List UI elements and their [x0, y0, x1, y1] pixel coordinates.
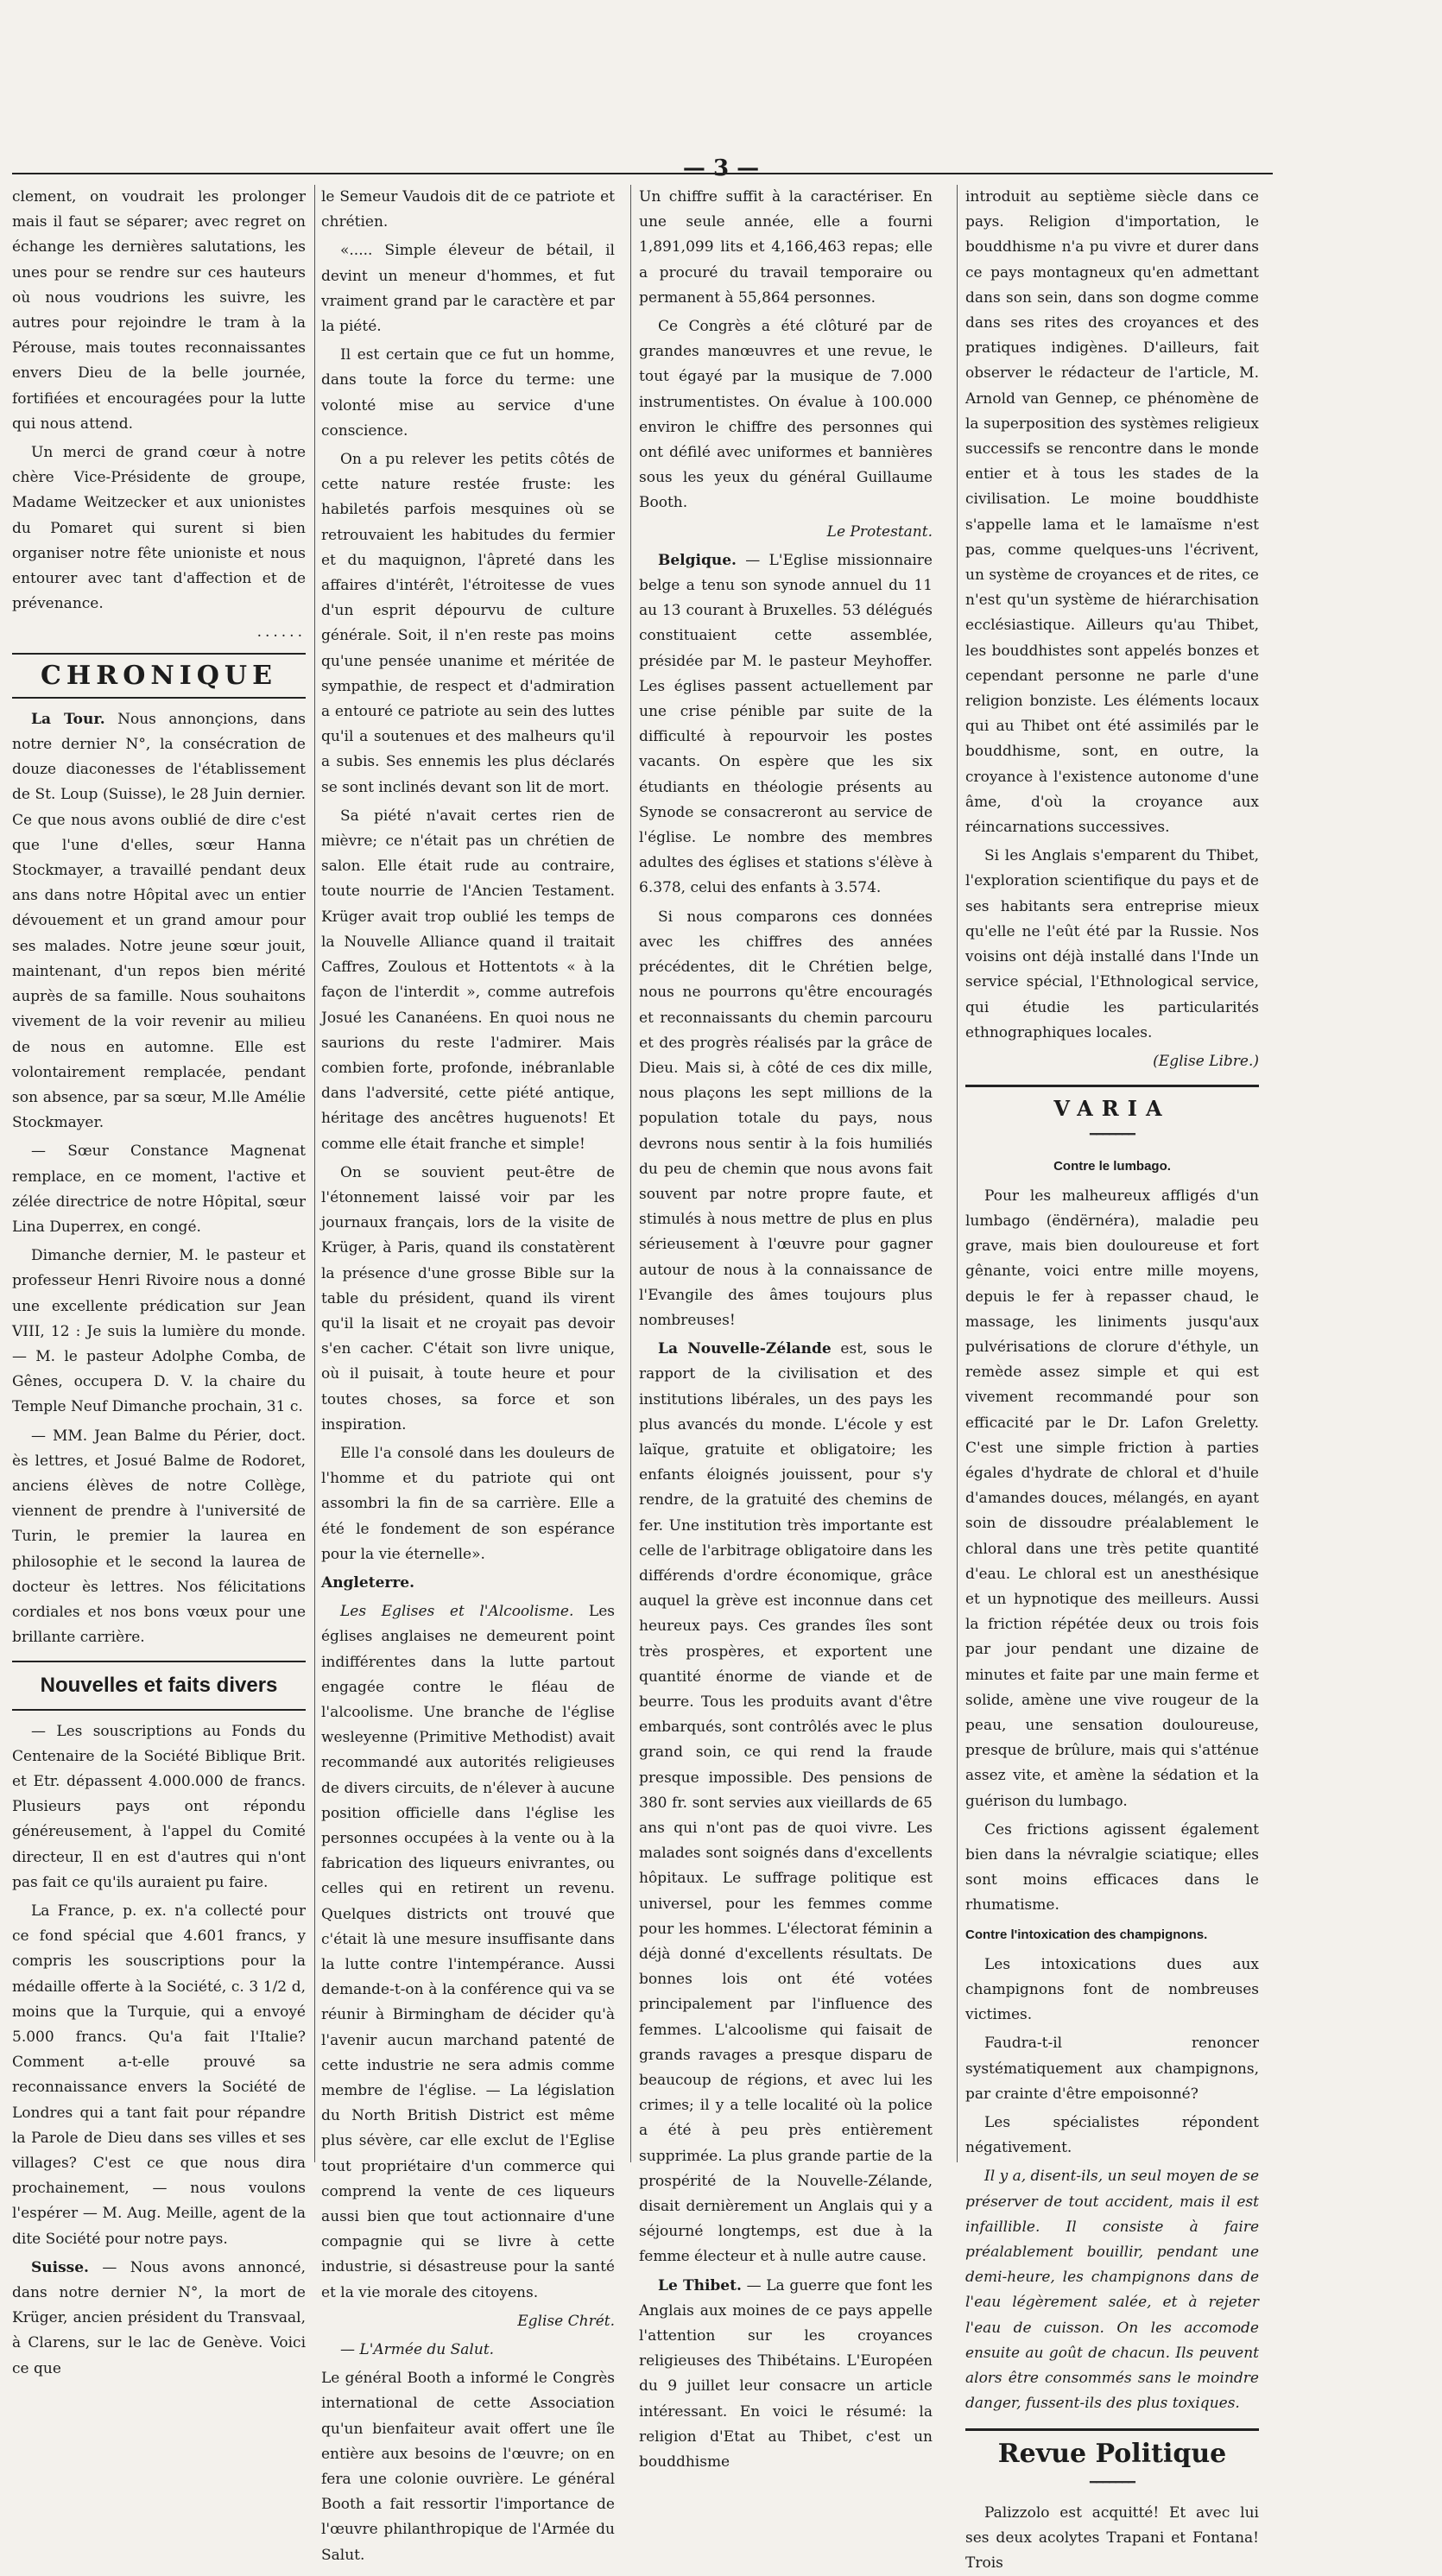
- page-number: — 3 —: [682, 155, 760, 181]
- paragraph: Les intoxications dues aux champignons font de nombreuses victimes.: [965, 1955, 1259, 2024]
- paragraph: introduit au septième siècle dans ce pays. Religion d'importation, le bouddhisme n'a pu vivre et durer dans ce pays montagneux qu'en admettant dans son sein, dans son dogme comme dans ses rites des croyances et des pratiques indigènes. D'ailleurs, fait observer le rédacteur de l'article, M. Arnold van Gennep, ce phénomène de la superposition des systèmes religieux successifs se rencontre dans le monde entier et à tous les stades de la civilisation. Le moine bouddhiste s'appelle lama et le lamaïsme n'est pas, comme quelques-uns l'écrivent, un système de croyances et de rites, ce n'est qu'un système de hiérarchisation ecclésiastique. Ailleurs qu'au Thibet, les bouddhistes sont appelés bonzes et cependant personne ne parle d'une religion bonziste. Les éléments locaux qui au Thibet ont été assimilés par le bouddhisme, sont, en outre, la croyance à l'existence autonome d'une âme, d'où la croyance aux réincarnations successives.: [965, 188, 1259, 837]
- item-text: — La guerre que font les Anglais aux moines de ce pays appelle l'attention sur les croyances religieuses des Thibétains. L'Européen du 9 juillet leur consacre un article intéressant. En voici le résumé: la religion d'Etat au Thibet, c'est un bouddhisme: [639, 2276, 933, 2472]
- paragraph: le Semeur Vaudois dit de ce patriote et chrétien.: [321, 188, 615, 231]
- paragraph: La France, p. ex. n'a collecté pour ce fond spécial que 4.601 francs, y compris les souscriptions pour la médaille offerte à la Société, c. 3 1/2 d, moins que la Turquie, qui a envoyé 5.000 francs. Qu'a fait l'Italie? Comment a-t-elle prouvé sa reconnaissance envers la Société de Londres qui a tant fait pour répandre la Parole de Dieu dans ses villes et ses villages? C'est ce que nous dira prochainement, — nous voulons l'espérer — M. Aug. Meille, agent de la dite Société pour notre pays.: [12, 1902, 306, 2248]
- signature: Eglise Chrét.: [517, 2312, 615, 2330]
- paragraph: Ce Congrès a été clôturé par de grandes manœuvres et une revue, le tout égayé par la musique de 7.000 instrumentistes. On évalue à 100.000 environ le chiffre des personnes qui ont défilé avec uniformes et bannières sous les yeux du général Guillaume Booth.: [639, 318, 933, 512]
- item-text: — Nous avons annoncé, dans notre dernier N°, la mort de Krüger, ancien président du Transvaal, à Clarens, sur le lac de Genève. Voici ce que: [12, 2258, 307, 2377]
- section-title-revue-politique: Revue Politique: [965, 2428, 1259, 2466]
- column-divider: [314, 185, 315, 2162]
- top-rule: [12, 173, 1273, 174]
- item-title: Le Thibet.: [658, 2276, 742, 2294]
- column-2: [321, 185, 615, 2564]
- ornament-divider: ━━━━━━━: [1089, 1128, 1135, 1142]
- paragraph: — MM. Jean Balme du Périer, doct. ès lettres, et Josué Balme de Rodoret, anciens élèves de notre Collège, viennent de prendre à l'université de Turin, le premier la laurea en philosophie et le second la laurea de docteur ès lettres. Nos félicitations cordiales et nos bons vœux pour une brillante carrière.: [12, 1427, 306, 1647]
- paragraph: Ces frictions agissent également bien dans la névralgie sciatique; elles sont moins efficaces dans le rhumatisme.: [965, 1820, 1259, 1915]
- paragraph-suisse: [12, 2256, 306, 2382]
- subhead-lumbago: Contre le lumbago.: [1053, 1158, 1171, 1174]
- paragraph: Dimanche dernier, M. le pasteur et professeur Henri Rivoire nous a donné une excellente prédication sur Jean VIII, 12 : Je suis la lumière du monde. — M. le pasteur Adolphe Comba, de Gênes, occupera D. V. la chaire du Temple Neuf Dimanche prochain, 31 c.: [12, 1247, 306, 1416]
- paragraph-eglises: [321, 1599, 615, 2306]
- item-title: Suisse.: [31, 2258, 89, 2276]
- section-title-nouvelles: Nouvelles et faits divers: [12, 1661, 306, 1710]
- paragraph: Si nous comparons ces données avec les chiffres des années précédentes, dit le Chrétien belge, nous ne pourrons qu'être encouragés et reconnaissants du chemin parcouru et des progrès réalisés par la grâce de Dieu. Mais si, à côté de ces dix mille, nous plaçons les sept millions de la population totale du pays, nous devrons nous sentir à la fois humiliés du peu de chemin que nous avons fait souvent par notre propre faute, et stimulés à nous mettre de plus en plus sérieusement à l'œuvre pour gagner autour de nous à la connaissance de l'Evangile des âmes toujours plus nombreuses!: [639, 908, 933, 1329]
- section-title-chronique: CHRONIQUE: [12, 653, 306, 699]
- item-title: La Tour.: [31, 710, 105, 728]
- paragraph: «..... Simple éleveur de bétail, il devint un meneur d'hommes, et fut vraiment grand par le caractère et par la piété.: [321, 242, 615, 336]
- item-subtitle: Les Eglises et l'Alcoolisme.: [340, 1603, 574, 1621]
- item-subtitle: — L'Armée du Salut.: [340, 2341, 495, 2359]
- paragraph: On a pu relever les petits côtés de cette nature restée fruste: les habiletés parfois mesquines où se retrouvaient les habitudes du fermier et du maquignon, l'âpreté dans les affaires d'intérêt, l'étroitesse de vues d'un esprit dépourvu de culture générale. Soit, il n'en reste pas moins qu'une pensée unanime et méritée de sympathie, de respect et d'admiration a entouré ce patriote au sein des luttes qu'il a soutenues et des malheurs qu'il a subis. Ses ennemis les plus déclarés se sont inclinés devant son lit de mort.: [321, 451, 615, 796]
- item-title: Belgique.: [658, 551, 737, 569]
- item-text: Nous annonçions, dans notre dernier N°, la consécration de douze diaconesses de l'établissement de St. Loup (Suisse), le 28 Juin dernier. Ce que nous avons oublié de dire c'est que l'une d'elles, sœur Hanna Stockmayer, a travaillé pendant deux ans dans notre Hôpital avec un entier dévouement et un grand amour pour ses malades. Notre jeune sœur jouit, maintenant, d'un repos bien mérité auprès de sa famille. Nous souhaitons vivement de la voir revenir au milieu de nous en automne. Elle est volontairement remplacée, pendant son absence, par sa sœur, M.lle Amélie Stockmayer.: [12, 710, 306, 1132]
- paragraph: — Sœur Constance Magnenat remplace, en ce moment, l'active et zélée directrice de notre Hôpital, sœur Lina Duperrex, en congé.: [12, 1142, 306, 1236]
- item-text: est, sous le rapport de la civilisation et des institutions libérales, un des pays les plus avancés du monde. L'école y est laïque, gratuite et obligatoire; les enfants éloignés jouissent, pour s'y rendre, de la gratuité des chemins de fer. Une institution très importante est celle de l'arbitrage obligatoire dans les différends d'ordre économique, grâce auquel la grève est inconnue dans cet heureux pays. Ces grandes îles sont très prospères, et exportent une quantité énorme de viande et de beurre. Tous les produits avant d'être embarqués, sont contrôlés avec le plus grand soin, ce qui rend la fraude presque impossible. Des pensions de 380 fr. sont servies aux vieillards de 65 ans qui n'ont pas de quoi vivre. Les malades sont soignés dans d'excellents hôpitaux. Le suffrage politique est universel, pour les femmes comme pour les hommes. L'électorat féminin a déjà donné d'excellents résultats. De bonnes lois ont été votées principalement par l'influence des femmes. L'alcoolisme qui faisait de grands ravages a presque disparu de beaucoup de régions, et avec lui les crimes; il y a telle localité où la police a été à peu près entièrement supprimée. La plus grande partie de la prospérité de la Nouvelle-Zélande, disait dernièrement un Anglais qui y a séjourné longtemps, est due à la femme électeur et à nulle autre cause.: [639, 1340, 933, 2266]
- paragraph: Palizzolo est acquitté! Et avec lui ses deux acolytes Trapani et Fontana! Trois: [965, 2503, 1259, 2573]
- paragraph: Un merci de grand cœur à notre chère Vice-Présidente de groupe, Madame Weitzecker et aux unionistes du Pomaret qui surent si bien organiser notre fête unioniste et nous entourer avec tant d'affection et de prévenance.: [12, 444, 306, 613]
- paragraph-belgique: [639, 548, 933, 902]
- item-title: Angleterre.: [321, 1573, 415, 1592]
- paragraph-la-tour: [12, 707, 306, 1136]
- paragraph: — Les souscriptions au Fonds du Centenaire de la Société Biblique Brit. et Etr. dépassent 4.000.000 de francs. Plusieurs pays ont répondu généreusement, à l'appel du Comité directeur, Il en est d'autres qui n'ont pas fait ce qu'ils auraient pu faire.: [12, 1722, 306, 1891]
- column-1: [12, 185, 307, 2377]
- paragraph: Pour les malheureux affligés d'un lumbago (ëndërnéra), maladie peu grave, mais bien douloureuse et fort gênante, voici entre mille moyens, depuis le fer à repasser chaud, le massage, les liniments jusqu'aux pulvérisations de clorure d'éthyle, un remède assez simple et qui est vivement recommandé pour son efficacité par le Dr. Lafon Greletty. C'est une simple friction à parties égales d'hydrate de chloral et d'huile d'amandes douces, mélangés, en ayant soin de dissoudre préalablement le chloral dans une très petite quantité d'eau. Le chloral est un anesthésique et un hypnotique des meilleurs. Aussi la friction répétée deux ou trois fois par jour pendant une dizaine de minutes et faite par une main ferme et solide, amène une vive rougeur de la peau, une sensation douloureuse, presque de brûlure, mais qui s'atténue assez vite, et amène la sédation et la guérison du lumbago.: [965, 1187, 1259, 1810]
- ornament-divider: ━━━━━━━: [1089, 2475, 1135, 2490]
- signature: Le Protestant.: [826, 522, 933, 541]
- paragraph: Si les Anglais s'emparent du Thibet, l'exploration scientifique du pays et de ses habitants sera entreprise mieux qu'elle ne l'eût été par la Russie. Nos voisins ont déjà installé dans l'Inde un service spécial, l'Ethnological service, qui étudie les particularités ethnographiques locales.: [965, 847, 1259, 1041]
- paragraph: Le général Booth a informé le Congrès international de cette Association qu'un bienfaiteur avait offert une île entière aux besoins de l'œuvre; on en fera une colonie ouvrière. Le général Booth a fait ressortir l'importance de l'œuvre philanthropique de l'Armée du Salut.: [321, 2370, 615, 2564]
- signature: (Eglise Libre.): [1153, 1052, 1259, 1070]
- paragraph: Les spécialistes répondent négativement.: [965, 2114, 1259, 2157]
- section-title-varia: VARIA: [965, 1085, 1259, 1121]
- dots: ......: [256, 623, 306, 642]
- item-subtitle-armee: [321, 2338, 615, 2363]
- item-text: Les églises anglaises ne demeurent point indifférentes dans la lutte partout engagée contre le fléau de l'alcoolisme. Une branche de l'église wesleyenne (Primitive Methodist) avait recommandé aux autorités religieuses de divers circuits, de n'élever à aucune position officielle dans l'église les personnes occupées à la vente ou à la fabrication des liqueurs enivrantes, ou celles qui en retirent un revenu. Quelques districts ont trouvé que c'était là une mesure insuffisante dans la lutte contre l'intempérance. Aussi demande-t-on à la conférence qui va se réunir à Birmingham de décider qu'à l'avenir aucun marchand patenté de cette industrie ne sera admis comme membre de l'église. — La législation du North British District est même plus sévère, car elle exclut de l'Eglise tout propriétaire d'un commerce qui comprend la vente de ces liqueurs aussi bien que tout actionnaire d'une compagnie qui se livre à cette industrie, si désastreuse pour la santé et la vie morale des citoyens.: [321, 1603, 615, 2301]
- paragraph-thibet: [639, 2274, 933, 2476]
- paragraph: Il est certain que ce fut un homme, dans toute la force du terme: une volonté mise au service d'une conscience.: [321, 346, 615, 440]
- paragraph: On se souvient peut-être de l'étonnement laissé voir par les journaux français, lors de la visite de Krüger, à Paris, quand ils constatèrent la présence d'une grosse Bible sur la table du président, quand ils virent qu'il la lisait et ne croyait pas devoir s'en cacher. C'était son livre unique, où il puisait, à toute heure et pour toutes choses, sa force et son inspiration.: [321, 1163, 615, 1434]
- paragraph-nouvelle-zelande: [639, 1337, 933, 2270]
- column-4: [965, 185, 1259, 2573]
- paragraph: Faudra-t-il renoncer systématiquement aux champignons, par crainte d'être empoisonné?: [965, 2035, 1259, 2103]
- item-title-angleterre: [321, 1571, 615, 1596]
- column-3: [639, 185, 933, 2472]
- column-divider: [957, 185, 958, 2162]
- paragraph: Un chiffre suffit à la caractériser. En une seule année, elle a fourni 1,891,099 lits et 4,166,463 repas; elle a procuré du travail temporaire ou permanent à 55,864 personnes.: [639, 188, 933, 307]
- paragraph: Il y a, disent-ils, un seul moyen de se préserver de tout accident, mais il est infaillible. Il consiste à faire préalablement bouillir, pendant une demi-heure, les champignons dans de l'eau légèrement salée, et à rejeter l'eau de cuisson. On les accomode ensuite au goût de chacun. Ils peuvent alors être consommés sans le moindre danger, fussent-ils des plus toxiques.: [965, 2168, 1259, 2413]
- column-divider: [630, 185, 631, 2162]
- paragraph: clement, on voudrait les prolonger mais il faut se séparer; avec regret on échange les dernières salutations, les unes pour se rendre sur ces hauteurs où nous voudrions les suivre, les autres pour rejoindre le tram à la Pérouse, mais toutes reconnaissantes envers Dieu de la belle journée, fortifiées et encouragées pour la lutte qui nous attend.: [12, 188, 306, 433]
- paragraph: Elle l'a consolé dans les douleurs de l'homme et du patriote qui ont assombri la fin de sa carrière. Elle a été le fondement de son espérance pour la vie éternelle».: [321, 1444, 615, 1563]
- item-text: — L'Eglise missionnaire belge a tenu son synode annuel du 11 au 13 courant à Bruxelles. 53 délégués constituaient cette assemblée, présidée par M. le pasteur Meyhoffer. Les églises passent actuellement par une crise pénible par suite de la difficulté à repourvoir les postes vacants. On espère que les six étudiants en théologie présents au Synode se consacreront au service de l'église. Le nombre des membres adultes des églises et stations s'élève à 6.378, celui des enfants à 3.574.: [639, 551, 933, 897]
- subhead-champignons: Contre l'intoxication des champignons.: [965, 1927, 1208, 1942]
- paragraph: Sa piété n'avait certes rien de mièvre; ce n'était pas un chrétien de salon. Elle était rude au contraire, toute nourrie de l'Ancien Testament. Krüger avait trop oublié les temps de la Nouvelle Alliance quand il traitait Caffres, Zoulous et Hottentots « à la façon de l'interdit », comme autrefois Josué les Cananéens. En quoi nous ne saurions du reste l'admirer. Mais combien forte, profonde, inébranlable dans l'adversité, cette piété antique, héritage des ancêtres huguenots! Et comme elle était franche et simple!: [321, 807, 615, 1153]
- item-title: La Nouvelle-Zélande: [658, 1340, 832, 1358]
